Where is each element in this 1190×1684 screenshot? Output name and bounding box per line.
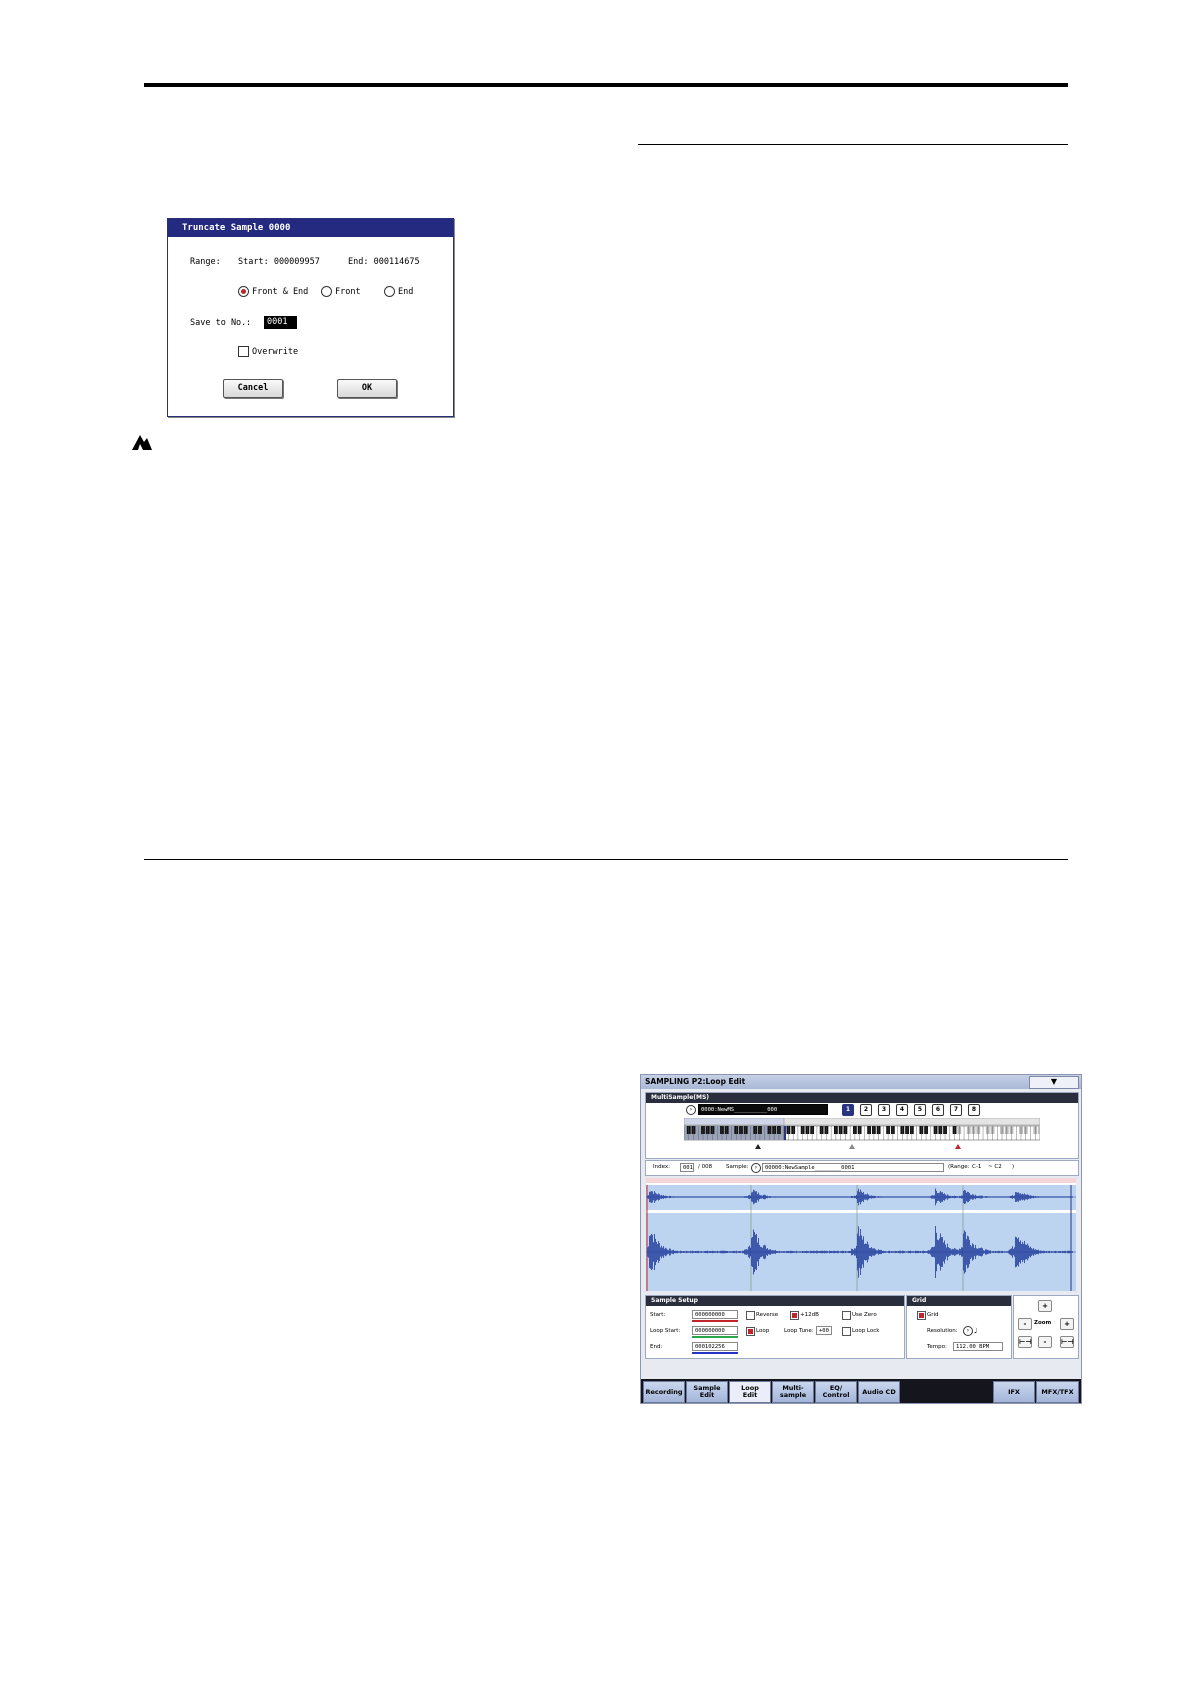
loop-tune-field[interactable]: +00	[816, 1326, 832, 1335]
plus-12db-checkbox[interactable]	[790, 1311, 799, 1320]
zoom-label: Zoom	[1034, 1320, 1052, 1326]
start-marker-line	[692, 1320, 738, 1322]
zoom-in-vertical-button[interactable]: +	[1038, 1300, 1052, 1312]
popup-select-icon[interactable]: ›	[751, 1163, 761, 1173]
range-label: Range:	[190, 257, 221, 267]
zoom-in-horizontal-button[interactable]: +	[1060, 1318, 1074, 1330]
tab-loop-edit[interactable]: Loop Edit	[729, 1381, 771, 1403]
tab-mfx-tfx[interactable]: MFX/TFX	[1036, 1381, 1079, 1403]
radio-dot	[384, 286, 395, 297]
tab-multisample[interactable]: Multi- sample	[772, 1381, 814, 1403]
loop-start-field[interactable]: 000000000	[692, 1326, 738, 1335]
zoom-out-vertical-button[interactable]: -	[1038, 1336, 1052, 1348]
dialog-title: Truncate Sample 0000	[168, 219, 453, 237]
sample-field[interactable]: 00000:NewSample________0001	[762, 1163, 944, 1172]
ms-number-2[interactable]: 2	[860, 1104, 872, 1116]
ms-number-1[interactable]: 1	[842, 1104, 854, 1116]
ok-button[interactable]: OK	[337, 379, 397, 398]
popup-select-icon[interactable]: ›	[963, 1326, 973, 1336]
overwrite-label: Overwrite	[252, 346, 299, 357]
end-marker-line	[692, 1352, 738, 1354]
zoom-fit-button[interactable]: ⊢⊣	[1061, 1338, 1074, 1346]
chevron-down-icon: ▼	[1050, 1077, 1058, 1086]
radio-dot	[238, 286, 249, 297]
ms-number-3[interactable]: 3	[878, 1104, 890, 1116]
tab-sample-edit[interactable]: Sample Edit	[686, 1381, 728, 1403]
warning-icon	[130, 433, 154, 451]
radio-front-end[interactable]	[238, 286, 308, 297]
resolution-value: ♩	[974, 1327, 978, 1335]
radio-end[interactable]	[384, 286, 413, 297]
radio-front[interactable]	[321, 286, 361, 297]
index-field[interactable]: 001	[680, 1163, 694, 1172]
checkbox-box	[238, 346, 249, 357]
multisample-panel	[645, 1092, 1079, 1159]
radio-label: Front & End	[252, 286, 309, 297]
loop-label: Loop	[756, 1328, 770, 1334]
section-rule	[638, 144, 1068, 145]
ms-number-5[interactable]: 5	[914, 1104, 926, 1116]
tab-recording[interactable]: Recording	[643, 1381, 685, 1403]
ms-number-7[interactable]: 7	[950, 1104, 962, 1116]
index-row	[645, 1160, 1079, 1176]
loop-lock-checkbox[interactable]	[842, 1327, 851, 1336]
truncate-sample-dialog	[167, 218, 454, 417]
popup-select-icon[interactable]: ›	[686, 1105, 696, 1115]
tab-eq-control[interactable]: EQ/ Control	[815, 1381, 857, 1403]
waveform-display[interactable]	[645, 1177, 1077, 1292]
screen-title: SAMPLING P2:Loop Edit	[641, 1075, 1081, 1089]
use-zero-label: Use Zero	[852, 1312, 877, 1318]
range-low: C-1	[972, 1164, 982, 1170]
range-start: Start: 000009957	[238, 257, 320, 267]
end-field[interactable]: 000102256	[692, 1342, 738, 1351]
loop-checkbox[interactable]	[746, 1327, 755, 1336]
start-field[interactable]: 000000000	[692, 1310, 738, 1319]
end-label: End:	[650, 1344, 663, 1350]
page-menu-button[interactable]	[1029, 1076, 1079, 1089]
tab-audio-cd[interactable]: Audio CD	[858, 1381, 900, 1403]
start-label: Start:	[650, 1312, 666, 1318]
loop-start-label: Loop Start:	[650, 1328, 681, 1334]
range-close: )	[1012, 1164, 1015, 1170]
zoom-out-horizontal-button[interactable]: -	[1018, 1318, 1032, 1330]
radio-label: End	[398, 286, 414, 297]
index-total: / 008	[698, 1164, 713, 1170]
save-to-field[interactable]: 0001	[264, 316, 297, 329]
zoom-full-button[interactable]: ⊢⊣	[1019, 1338, 1032, 1346]
save-to-separator: :	[246, 318, 252, 328]
sampling-loop-edit-screen	[640, 1074, 1082, 1404]
page-tabs	[641, 1379, 1081, 1403]
grid-label: Grid	[927, 1312, 939, 1318]
use-zero-checkbox[interactable]	[842, 1311, 851, 1320]
zoom-panel	[1013, 1295, 1079, 1359]
sample-setup-header: Sample Setup	[646, 1296, 904, 1306]
loop-lock-label: Loop Lock	[852, 1328, 880, 1334]
loop-start-marker-line	[692, 1336, 738, 1338]
range-high: ~ C2	[988, 1164, 1002, 1170]
save-to-label: Save to No.	[190, 318, 247, 328]
ms-number-8[interactable]: 8	[968, 1104, 980, 1116]
reverse-label: Reverse	[756, 1312, 779, 1318]
tab-ifx[interactable]: IFX	[993, 1381, 1035, 1403]
grid-panel	[906, 1295, 1012, 1359]
ms-number-4[interactable]: 4	[896, 1104, 908, 1116]
grid-header: Grid	[907, 1296, 1011, 1306]
range-label: (Range:	[948, 1164, 970, 1170]
tempo-label: Tempo:	[927, 1344, 947, 1350]
section-rule	[144, 859, 1068, 860]
radio-dot	[321, 286, 332, 297]
multisample-name-field[interactable]: 0000:NewMS__________000	[698, 1104, 828, 1115]
loop-tune-label: Loop Tune:	[784, 1328, 814, 1334]
multisample-header: MultiSample(MS)	[646, 1093, 1078, 1103]
overwrite-checkbox[interactable]	[238, 346, 298, 357]
plus-12db-label: +12dB	[800, 1312, 819, 1318]
grid-checkbox[interactable]	[917, 1311, 926, 1320]
sample-label: Sample:	[726, 1164, 749, 1170]
range-end: End: 000114675	[348, 257, 420, 267]
resolution-label: Resolution:	[927, 1328, 958, 1334]
tempo-field[interactable]: 112.00 BPM	[953, 1342, 1003, 1351]
index-label: Index:	[653, 1164, 670, 1170]
keyboard-map[interactable]	[684, 1118, 1040, 1152]
cancel-button[interactable]: Cancel	[223, 379, 283, 398]
header-rule	[144, 83, 1068, 87]
radio-label: Front	[335, 286, 361, 297]
reverse-checkbox[interactable]	[746, 1311, 755, 1320]
sample-setup-panel	[645, 1295, 905, 1359]
ms-number-6[interactable]: 6	[932, 1104, 944, 1116]
